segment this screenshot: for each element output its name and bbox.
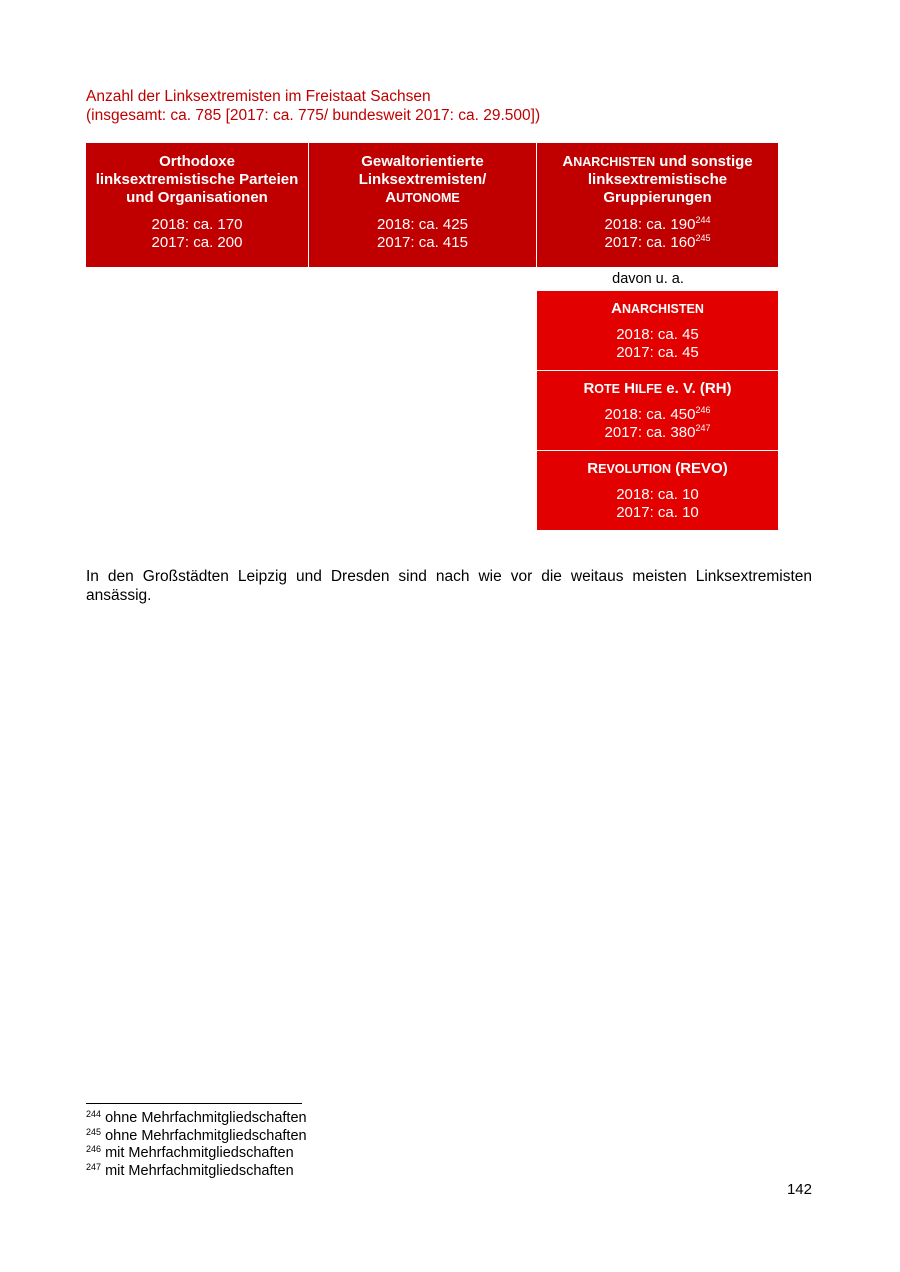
footnote-item: $^{245}$ ohne Mehrfachmitgliedschaften [86,1126,307,1144]
box-values [537,216,778,252]
footnote-ref: 246 [695,405,711,415]
box-title: ANARCHISTEN und sonstige linksextremistische Gruppierungen [562,153,753,206]
box-orthodoxe-parteien [86,143,308,267]
footnote-ref: 245 [695,233,711,243]
box-title: Gewaltorientierte Linksextremisten/ AUTONOME [358,153,487,206]
value-2018: 2018: ca. $190^{244}$ [604,215,711,233]
value-2017: 2017: ca. 415 [377,234,468,251]
heading-line-1: Anzahl der Linksextremisten im Freistaat Sachsen [86,88,431,105]
footnotes [86,1110,307,1180]
value-2018: 2018: ca. $450^{246}$ [604,405,711,423]
box-title: Orthodoxe linksextremistische Parteien und Organisationen [95,153,299,206]
box-title: ROTE HILFE e. V. (RH) [583,380,732,397]
value-2017: 2017: ca. 45 [616,344,699,361]
value-2017: 2017: ca. $160^{245}$ [604,233,711,251]
box-rote-hilfe [537,371,778,450]
box-values [537,486,778,522]
value-2017: 2017: ca. $380^{247}$ [604,423,711,441]
footnote-item: $^{247}$ mit Mehrfachmitgliedschaften [86,1161,294,1179]
box-values [537,326,778,362]
value-2018: 2018: ca. 10 [616,486,699,503]
davon-label: davon u. a. [612,271,684,287]
box-values [537,406,778,442]
body-paragraph: In den Großstädten Leipzig und Dresden sind nach wie vor die weitaus meisten Linksextremisten ansässig. [86,568,812,604]
box-values [86,216,308,252]
footnote-ref: 247 [695,423,711,433]
value-2017: 2017: ca. 200 [151,234,243,251]
value-2018: 2018: ca. 170 [151,216,243,233]
page-number: 142 [786,1181,812,1198]
footnote-separator [86,1103,302,1104]
footnote-ref: 244 [695,215,711,225]
box-title: ANARCHISTEN [611,300,704,317]
box-anarchisten [537,291,778,370]
value-2018: 2018: ca. 45 [616,326,699,343]
box-revolution [537,451,778,530]
box-gewaltorientierte-autonome [309,143,536,267]
footnote-item: $^{246}$ mit Mehrfachmitgliedschaften [86,1144,294,1161]
chart-heading [86,87,540,125]
footnote-item: $^{244}$ ohne Mehrfachmitgliedschaften [86,1109,307,1126]
value-2017: 2017: ca. 10 [616,504,699,521]
box-title: REVOLUTION (REVO) [587,460,728,477]
heading-line-2: (insgesamt: ca. 785 [2017: ca. 775/ bundesweit 2017: ca. 29.500]) [86,107,541,124]
box-values [309,216,536,252]
box-anarchisten-sonstige [537,143,778,267]
value-2018: 2018: ca. 425 [377,216,468,233]
